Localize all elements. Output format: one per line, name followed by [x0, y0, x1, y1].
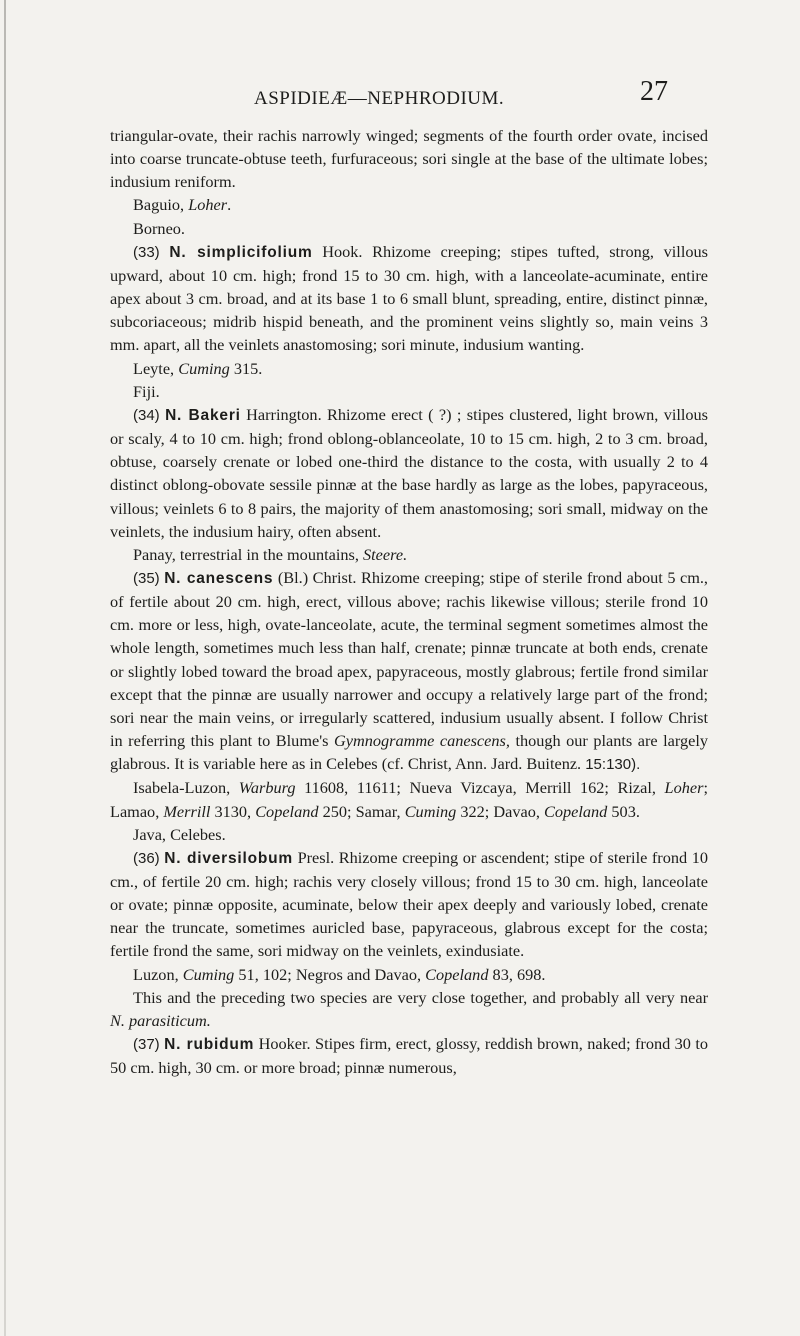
distribution-line: Fiji. — [133, 381, 160, 401]
species-number: (33) — [133, 243, 160, 261]
cited-name: Gymnogramme canescens, — [333, 731, 510, 751]
species-name: N. rubidum — [164, 1036, 255, 1054]
page-number: 27 — [640, 76, 668, 107]
cited-name: N. parasiticum. — [110, 1010, 211, 1030]
note-paragraph: This and the preceding two species are very close together, and probably all very near N. parasiticum. — [110, 987, 708, 1030]
species-description: Presl. Rhizome creeping or ascendent; stipe of sterile frond 10 cm., of fertile 20 cm. high; rachis very closely villous; frond 15 to 30 cm. high, lanceolate or ovate; pinnæ opposite, acuminate, below their apex deeply and variously lobed, crenate near the truncate, sometimes auricled base, papyraceous, glabrous except for the costa; fertile frond the same, sori midway on the veinlets, exindusiate. — [110, 847, 708, 961]
species-name: N. diversilobum — [164, 849, 294, 867]
distribution-line: Java, Celebes. — [133, 824, 226, 844]
species-description: Hook. Rhizome creeping; stipes tufted, strong, villous upward, about 10 cm. high; frond 15 to 30 cm. high, with a lanceolate-acuminate, entire apex about 3 cm. broad, and at its base 1 to 6 small blunt, spreading, entire, distinct pinnæ, subcoriaceous; midrib hispid beneath, and the prominent veins slightly so, main veins 3 mm. apart, all the veinlets anastomosing; sori minute, indusium wanting. — [110, 241, 708, 355]
collector-name: Copeland — [255, 801, 319, 821]
species-number: (34) — [133, 406, 160, 424]
species-description: (Bl.) Christ. Rhizome creeping; stipe of sterile frond about 5 cm., of fertile about 20 cm. high, erect, villous above; rachis likewise villous; sterile frond 10 cm. more or less, high, ovate-lanceolate, acute, the terminal segment sometimes almost the whole length, sometimes much less than half, crenate; pinnæ truncate at both ends, crenate or slightly lobed toward the broad apex, papyraceous, mostly glabrous; fertile frond similar except that the pinnæ are usually narrower and occupy a relatively large part of the frond; sori near the main veins, or irregularly scattered, indusium usually absent. I follow Christ in referring this plant to Blume's — [110, 567, 708, 751]
locality-line: Baguio, Loher. — [133, 195, 232, 215]
page-body — [110, 124, 708, 1079]
collector-name: Merrill — [163, 801, 211, 821]
collector-name: Loher — [188, 195, 228, 215]
paragraph-continuation: triangular-ovate, their rachis narrowly winged; segments of the fourth order ovate, incised into coarse truncate-obtuse teeth, furfuraceous; sori single at the base of the ultimate lobes; indusium reniform. — [110, 126, 708, 192]
species-entry-33 — [110, 240, 708, 357]
collector-name: Warburg — [238, 778, 296, 798]
species-entry-35: (35) N. canescens (Bl.) Christ. Rhizome creeping; stipe of sterile frond about 5 cm., of fertile about 20 cm. high, erect, villous above; rachis likewise villous; sterile frond 10 cm. more or less, high, ovate-lanceolate, acute, the terminal segment sometimes almost the whole length, sometimes much less than half, crenate; pinnæ truncate at both ends, crenate or slightly lobed toward the broad apex, papyraceous, mostly glabrous; fertile frond similar except that the pinnæ are usually narrower and occupy a relatively large part of the frond; sori near the main veins, or irregularly scattered, indusium usually absent. I follow Christ in referring this plant to Blume's Gymnogramme canescens, though our plants are largely glabrous. It is variable here as in Celebes (cf. Christ, Ann. Jard. Buitenz. 15:130). — [110, 567, 708, 774]
page-header — [0, 76, 800, 116]
species-entry-36 — [110, 846, 708, 963]
collector-name: Loher — [664, 778, 704, 798]
collector-name: Copeland — [544, 801, 608, 821]
collector-name: Steere. — [363, 544, 408, 564]
species-entry-37 — [110, 1032, 708, 1079]
citation: 15:130). — [585, 756, 641, 774]
species-name: N. simplicifolium — [169, 243, 313, 261]
species-description: Hooker. Stipes firm, erect, glossy, reddish brown, naked; frond 30 to 50 cm. high, 30 cm. or more broad; pinnæ numerous, — [110, 1034, 708, 1078]
running-head: ASPIDIEÆ—NEPHRODIUM. — [254, 88, 505, 109]
page-edge-line — [4, 0, 6, 1336]
species-number: (36) — [133, 849, 160, 867]
collector-name: Cuming — [178, 358, 230, 378]
locality-line: Luzon, Cuming 51, 102; Negros and Davao, Copeland 83, 698. — [133, 964, 546, 984]
collector-name: Cuming — [404, 801, 457, 821]
locality-line: Leyte, Cuming 315. — [133, 358, 263, 378]
species-number: (37) — [133, 1036, 160, 1054]
collector-name: Copeland — [425, 964, 489, 984]
species-name: N. canescens — [164, 569, 274, 587]
species-entry-34 — [110, 403, 708, 543]
species-number: (35) — [133, 569, 160, 587]
locality-line: Panay, terrestrial in the mountains, Steere. — [133, 544, 408, 564]
locality-line: Isabela-Luzon, Warburg 11608, 11611; Nueva Vizcaya, Merrill 162; Rizal, Loher; Lamao, Merrill 3130, Copeland 250; Samar, Cuming 322; Davao, Copeland 503. — [110, 778, 708, 821]
species-name: N. Bakeri — [165, 406, 241, 424]
collector-name: Cuming — [182, 964, 235, 984]
distribution-line: Borneo. — [133, 218, 185, 238]
species-description: Harrington. Rhizome erect ( ?) ; stipes clustered, light brown, villous or scaly, 4 to 10 cm. high; frond oblong-oblanceolate, 10 to 15 cm. high, 2 to 3 cm. broad, obtuse, coarsely crenate or lobed one-third the distance to the costa, with usually 2 to 4 distinct oblong-obovate sessile pinnæ at the base hardly as large as the lobes, papyraceous, villous; veinlets 6 to 8 pairs, the majority of them anastomosing; sori small, midway on the veinlets, the indusium hairy, often absent. — [110, 404, 709, 541]
